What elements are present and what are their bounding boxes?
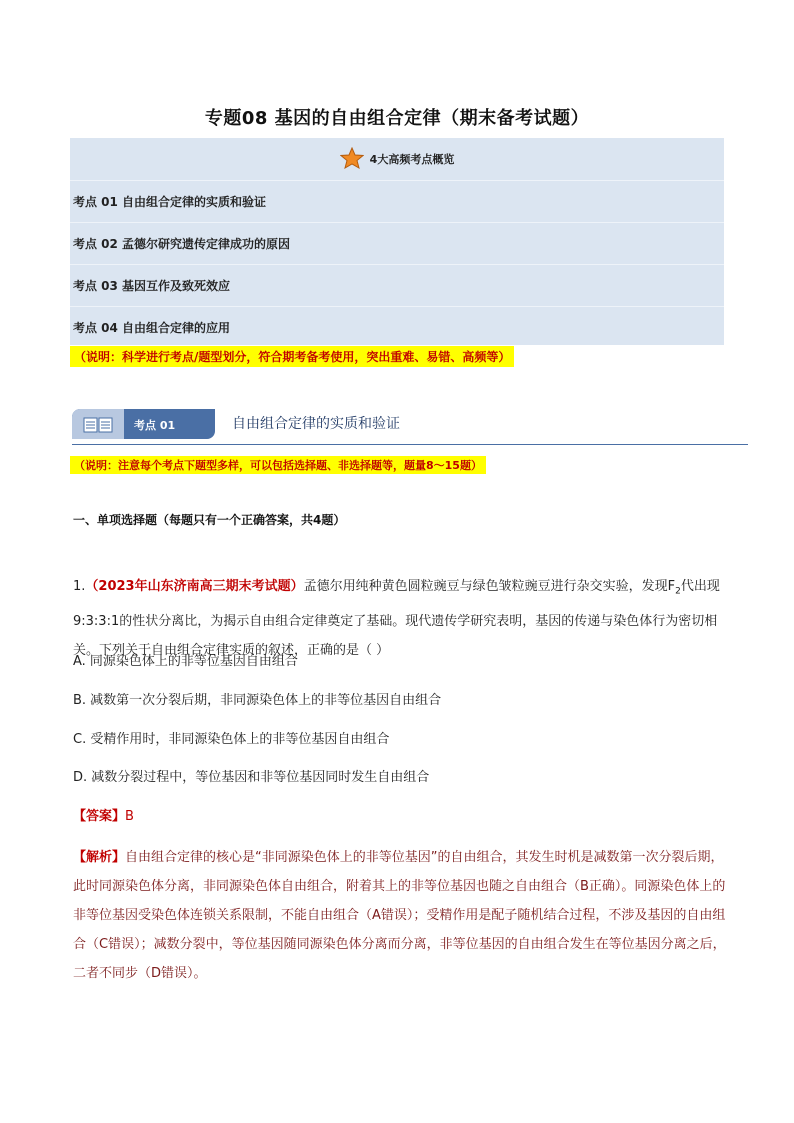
divider — [72, 444, 748, 445]
note-highlight: （说明：注意每个考点下题型多样，可以包括选择题、非选择题等，题量8～15题） — [70, 456, 486, 474]
overview-item: 考点 02 孟德尔研究遗传定律成功的原因 — [70, 222, 724, 264]
star-icon — [340, 147, 364, 172]
kaodian-label: 考点 01 — [134, 419, 176, 432]
analysis-text: 自由组合定律的核心是“非同源染色体上的非等位基因”的自由组合，其发生时机是减数第一次分裂后期，此时同源染色体分离，非同源染色体自由组合，附着其上的非等位基因也随之自由组合（B正确）。同源染色体上的非等位基因受染色体连锁关系限制，不能自由组合（A错误）；受精作用是配子随机结合过程，不涉及基因的自由组合（C错误）；减数分裂中，等位基因随同源染色体分离而分离，非等位基因的自由组合发生在等位基因分离之后，二者不同步（D错误）。 — [73, 850, 726, 981]
overview-table — [70, 138, 724, 345]
overview-item: 考点 03 基因互作及致死效应 — [70, 264, 724, 306]
overview-heading-text: 4大高频考点概览 — [369, 153, 455, 166]
overview-item: 考点 01 自由组合定律的实质和验证 — [70, 180, 724, 222]
option-c: C. 受精作用时，非同源染色体上的非等位基因自由组合 — [73, 732, 390, 747]
overview-heading — [70, 138, 724, 180]
section-heading: 一、单项选择题（每题只有一个正确答案，共4题） — [73, 513, 346, 527]
analysis — [73, 843, 733, 988]
answer-label: 【答案】 — [73, 809, 126, 824]
option-d: D. 减数分裂过程中，等位基因和非等位基因同时发生自由组合 — [73, 770, 430, 785]
subscript: 2 — [675, 586, 681, 597]
question-text: 代出现9:3:3:1的性状分离比，为揭示自由组合定律奠定了基础。现代遗传学研究表明，基因的传递与染色体行为密切相关。下列关于自由组合定律实质的叙述，正确的是（ ） — [73, 579, 720, 658]
question-source: （2023年山东济南高三期末考试题） — [85, 579, 304, 594]
overview-item: 考点 04 自由组合定律的应用 — [70, 306, 724, 348]
question-number: 1. — [73, 579, 86, 594]
answer — [73, 805, 134, 824]
question-text: 孟德尔用纯种黄色圆粒豌豆与绿色皱粒豌豆进行杂交实验，发现F — [303, 579, 676, 594]
note-highlight: （说明：科学进行考点/题型划分，符合期考备考使用，突出重难、易错、高频等） — [70, 346, 514, 367]
page-title: 专题08 基因的自由组合定律（期末备考试题） — [204, 108, 590, 129]
book-icon — [72, 409, 124, 439]
answer-value: B — [125, 809, 134, 824]
analysis-label: 【解析】 — [73, 850, 126, 865]
option-b: B. 减数第一次分裂后期，非同源染色体上的非等位基因自由组合 — [73, 693, 442, 708]
kaodian-title: 自由组合定律的实质和验证 — [232, 416, 400, 432]
option-a: A. 同源染色体上的非等位基因自由组合 — [73, 654, 298, 669]
kaodian-header — [72, 409, 748, 449]
